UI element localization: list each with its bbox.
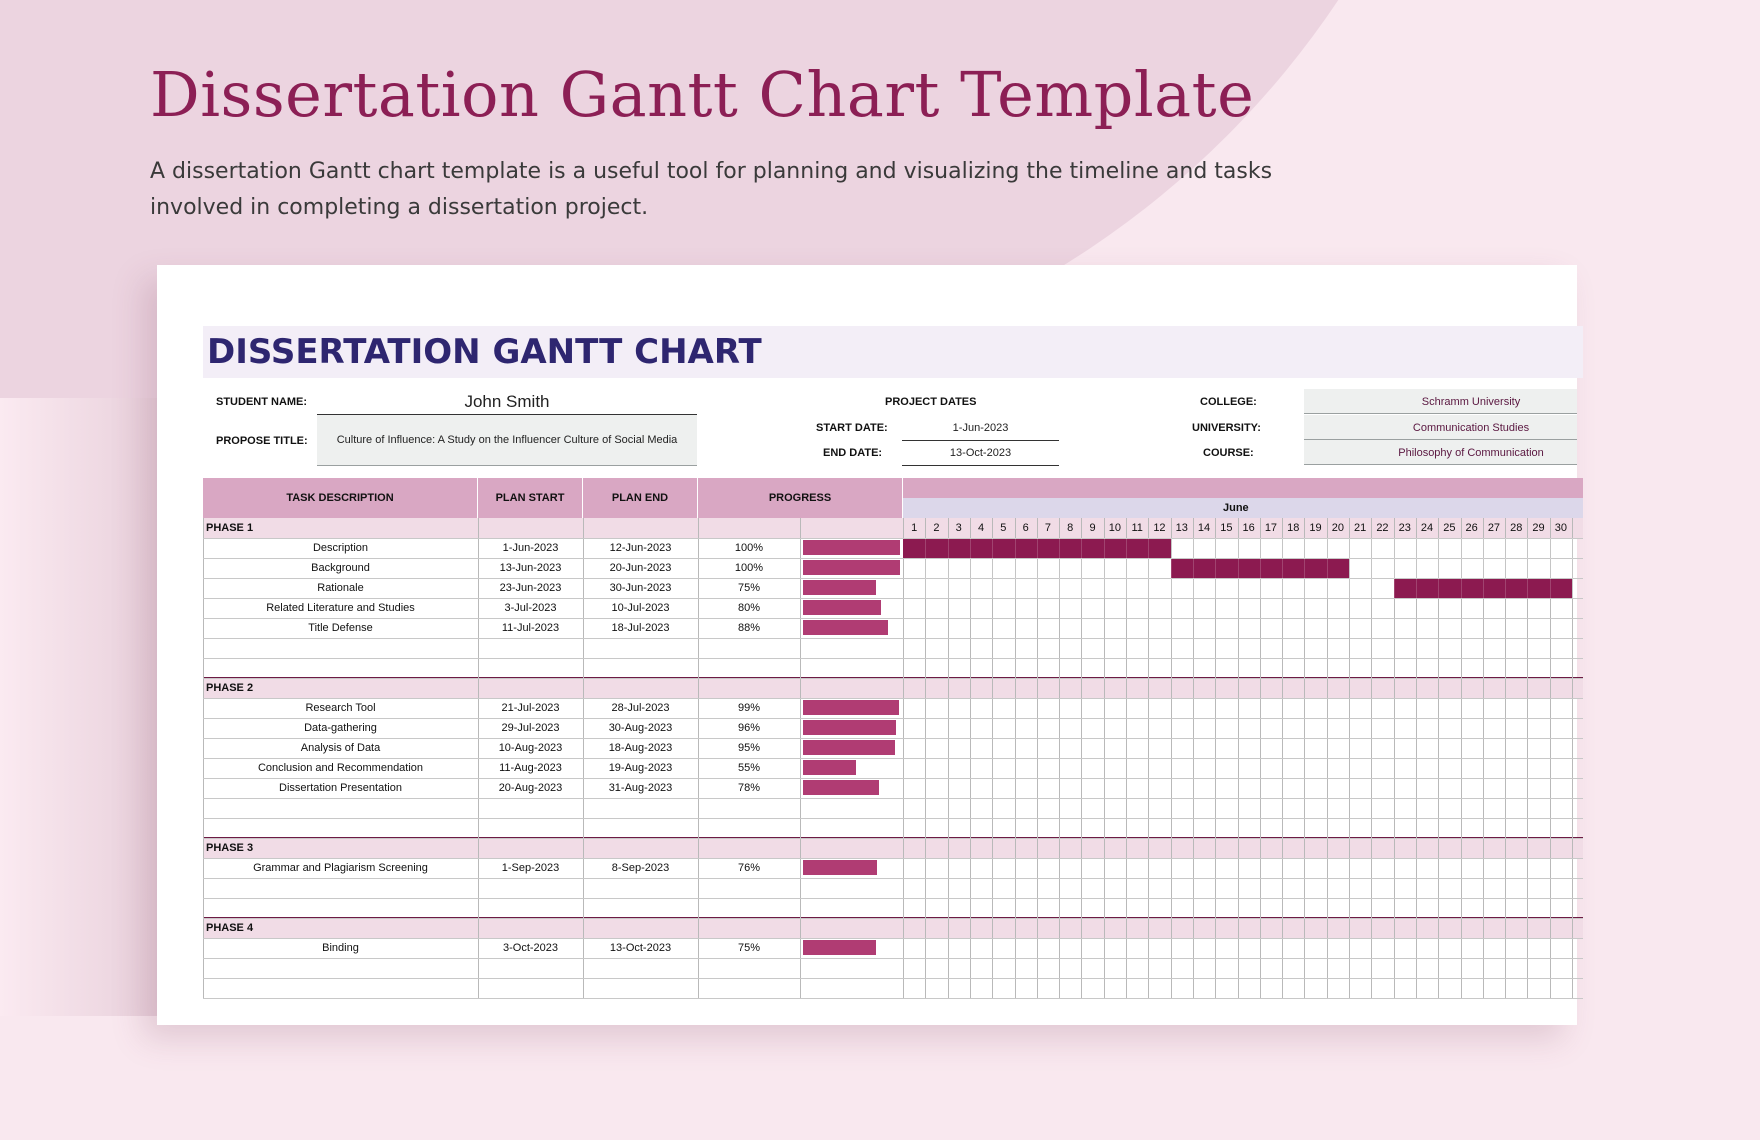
day-number: 22 <box>1376 522 1389 534</box>
progress-percent[interactable]: 100% <box>734 542 764 554</box>
row-divider <box>203 578 1583 579</box>
start-date-underline <box>902 440 1059 441</box>
task-description[interactable]: Rationale <box>317 582 364 594</box>
row-divider <box>203 798 1583 799</box>
phase-row <box>203 918 1583 938</box>
task-description[interactable]: Binding <box>322 942 359 954</box>
university-field[interactable] <box>1304 415 1577 440</box>
row-divider <box>203 978 1583 979</box>
day-number: 11 <box>1131 522 1143 534</box>
plan-end[interactable]: 12-Jun-2023 <box>609 542 672 554</box>
row-divider <box>203 818 1583 819</box>
plan-start[interactable]: 3-Oct-2023 <box>502 942 559 954</box>
day-divider-overlay <box>948 538 949 598</box>
day-number: 20 <box>1331 522 1344 534</box>
row-divider <box>203 638 1583 639</box>
progress-bar <box>803 560 900 575</box>
start-date-value[interactable]: 1-Jun-2023 <box>952 422 1009 434</box>
progress-bar <box>803 620 888 635</box>
plan-start[interactable]: 13-Jun-2023 <box>499 562 562 574</box>
page-title: Dissertation Gantt Chart Template <box>150 58 1255 131</box>
day-number: 6 <box>1022 522 1029 534</box>
row-divider <box>203 838 1583 839</box>
day-number: 4 <box>977 522 985 534</box>
day-divider-overlay <box>1461 538 1462 598</box>
day-divider-overlay <box>1327 538 1328 598</box>
student-name-value[interactable]: John Smith <box>464 392 550 411</box>
day-divider-overlay <box>1171 538 1172 598</box>
task-description[interactable]: Dissertation Presentation <box>279 782 402 794</box>
progress-bar <box>803 760 856 775</box>
task-description[interactable]: Description <box>312 542 369 554</box>
day-divider-overlay <box>1081 538 1082 598</box>
progress-bar <box>803 580 876 595</box>
day-number: 27 <box>1487 522 1501 534</box>
row-divider <box>203 958 1583 959</box>
plan-start[interactable]: 29-Jul-2023 <box>501 722 560 734</box>
row-divider <box>203 678 1583 679</box>
progress-percent[interactable]: 76% <box>737 862 761 874</box>
row-divider <box>203 658 1583 659</box>
row-divider <box>203 558 1583 559</box>
progress-bar <box>803 720 896 735</box>
progress-bar <box>803 740 895 755</box>
progress-percent[interactable]: 99% <box>737 702 761 714</box>
day-number: 16 <box>1242 522 1255 534</box>
day-divider-overlay <box>1550 538 1551 598</box>
day-divider-overlay <box>925 538 926 598</box>
page-description: A dissertation Gantt chart template is a useful tool for planning and visualizing the timeline and tasks involved in completing a dissertation project. <box>150 159 1273 220</box>
phase-label: PHASE 2 <box>206 682 254 694</box>
day-number: 30 <box>1554 522 1567 534</box>
day-number: 17 <box>1264 522 1278 534</box>
day-number: 12 <box>1153 522 1166 534</box>
task-description[interactable]: Background <box>311 562 370 574</box>
task-description[interactable]: Research Tool <box>305 702 376 714</box>
day-number: 21 <box>1354 522 1367 534</box>
row-divider <box>203 758 1583 759</box>
day-number: 19 <box>1309 522 1322 534</box>
progress-bar <box>803 540 900 555</box>
day-divider-overlay <box>1193 538 1194 598</box>
row-divider <box>203 778 1583 779</box>
course-value: Philosophy of Communication <box>1398 447 1544 459</box>
plan-end[interactable]: 20-Jun-2023 <box>609 562 672 574</box>
sheet-title-bar <box>203 326 1583 378</box>
end-date-label: END DATE: <box>823 447 883 459</box>
university-value: Communication Studies <box>1412 422 1530 434</box>
row-divider <box>203 998 1583 999</box>
plan-start[interactable]: 11-Jul-2023 <box>501 622 560 634</box>
progress-bar <box>803 860 877 875</box>
day-number: 15 <box>1220 522 1233 534</box>
day-divider-overlay <box>1282 538 1283 598</box>
progress-bar <box>803 940 876 955</box>
background-left-band <box>0 398 158 1016</box>
day-divider-overlay <box>1416 538 1417 598</box>
progress-bar <box>803 600 881 615</box>
end-date-underline <box>902 465 1059 466</box>
progress-percent[interactable]: 75% <box>737 582 761 594</box>
project-dates-label: PROJECT DATES <box>885 396 977 408</box>
task-description[interactable]: Conclusion and Recommendation <box>257 762 424 774</box>
day-divider-overlay <box>992 538 993 598</box>
propose-title-value: Culture of Influence: A Study on the Influencer Culture of Social Media <box>336 434 678 446</box>
day-divider-overlay <box>1505 538 1506 598</box>
plan-start[interactable]: 3-Jul-2023 <box>504 602 557 614</box>
plan-start[interactable]: 1-Sep-2023 <box>501 862 560 874</box>
header-plan-start: PLAN START <box>478 478 583 518</box>
progress-percent[interactable]: 78% <box>737 782 761 794</box>
progress-percent[interactable]: 55% <box>737 762 761 774</box>
day-number: 25 <box>1443 522 1456 534</box>
day-number: 3 <box>955 522 962 534</box>
header-task-description: TASK DESCRIPTION <box>203 478 478 518</box>
course-field[interactable] <box>1304 440 1577 465</box>
progress-percent[interactable]: 80% <box>737 602 761 614</box>
day-divider-overlay <box>1349 538 1350 598</box>
day-number: 8 <box>1067 522 1074 534</box>
phase-label: PHASE 3 <box>206 842 254 854</box>
day-divider-overlay <box>1104 538 1105 598</box>
day-divider-overlay <box>1126 538 1127 598</box>
row-divider <box>203 538 1583 539</box>
month-header <box>903 498 1583 518</box>
plan-start[interactable]: 1-Jun-2023 <box>502 542 559 554</box>
course-label: COURSE: <box>1203 447 1254 459</box>
phase-row <box>203 838 1583 858</box>
day-number: 18 <box>1287 522 1300 534</box>
student-name-label: STUDENT NAME: <box>216 396 308 408</box>
month-label: June <box>1223 502 1249 514</box>
day-divider-overlay <box>1015 538 1016 598</box>
plan-end[interactable]: 8-Sep-2023 <box>611 862 670 874</box>
college-value: Schramm University <box>1421 396 1521 408</box>
phase-label: PHASE 4 <box>206 922 254 934</box>
plan-end[interactable]: 18-Aug-2023 <box>608 742 673 754</box>
day-number: 14 <box>1197 522 1211 534</box>
day-number: 7 <box>1044 522 1051 534</box>
day-number: 2 <box>933 522 940 534</box>
task-description[interactable]: Analysis of Data <box>300 742 381 754</box>
day-divider-overlay <box>970 538 971 598</box>
day-divider-overlay <box>1483 538 1484 598</box>
day-number: 28 <box>1510 522 1523 534</box>
day-divider-overlay <box>1215 538 1216 598</box>
plan-end[interactable]: 18-Jul-2023 <box>611 622 670 634</box>
task-description[interactable]: Grammar and Plagiarism Screening <box>253 862 428 874</box>
phase-label: PHASE 1 <box>206 522 254 534</box>
plan-end[interactable]: 31-Aug-2023 <box>608 782 673 794</box>
row-divider <box>203 738 1583 739</box>
day-divider-overlay <box>1260 538 1261 598</box>
plan-end[interactable]: 30-Jun-2023 <box>609 582 672 594</box>
spreadsheet-preview <box>157 265 1577 1025</box>
row-divider <box>203 878 1583 879</box>
task-description[interactable]: Data-gathering <box>304 722 377 734</box>
progress-bar <box>803 780 879 795</box>
day-number: 9 <box>1089 522 1096 534</box>
plan-start[interactable]: 11-Aug-2023 <box>499 762 562 774</box>
propose-title-field[interactable] <box>317 415 697 466</box>
end-date-value[interactable]: 13-Oct-2023 <box>949 447 1012 459</box>
university-label: UNIVERSITY: <box>1192 422 1261 434</box>
day-number: 23 <box>1398 522 1411 534</box>
day-divider-overlay <box>1438 538 1439 598</box>
day-number: 13 <box>1175 522 1188 534</box>
header-progress: PROGRESS <box>698 478 903 518</box>
plan-end[interactable]: 13-Oct-2023 <box>609 942 672 954</box>
row-divider <box>203 898 1583 899</box>
sheet-title: DISSERTATION GANTT CHART <box>207 332 762 372</box>
phase-row <box>203 678 1583 698</box>
task-description[interactable]: Related Literature and Studies <box>266 602 415 614</box>
progress-percent[interactable]: 75% <box>737 942 761 954</box>
day-number: 1 <box>911 522 918 534</box>
progress-percent[interactable]: 96% <box>737 722 761 734</box>
row-divider <box>203 918 1583 919</box>
day-number: 10 <box>1108 522 1121 534</box>
day-divider-overlay <box>1238 538 1239 598</box>
day-divider-overlay <box>1527 538 1528 598</box>
day-divider-overlay <box>1304 538 1305 598</box>
plan-end[interactable]: 10-Jul-2023 <box>611 602 670 614</box>
plan-end[interactable]: 19-Aug-2023 <box>608 762 673 774</box>
progress-percent[interactable]: 88% <box>737 622 761 634</box>
day-number: 26 <box>1465 522 1478 534</box>
progress-percent[interactable]: 95% <box>737 742 761 754</box>
row-divider <box>203 698 1583 699</box>
day-divider-overlay <box>1059 538 1060 598</box>
day-divider-overlay <box>1037 538 1038 598</box>
progress-percent[interactable]: 100% <box>734 562 764 574</box>
plan-start[interactable]: 23-Jun-2023 <box>499 582 562 594</box>
row-divider <box>203 618 1583 619</box>
header-timeline-bar <box>903 478 1583 498</box>
day-number: 24 <box>1420 522 1434 534</box>
college-label: COLLEGE: <box>1200 396 1257 408</box>
propose-title-label: PROPOSE TITLE: <box>216 435 308 447</box>
header-plan-end: PLAN END <box>583 478 698 518</box>
progress-bar <box>803 700 899 715</box>
row-divider <box>203 938 1583 939</box>
day-number: 5 <box>1000 522 1007 534</box>
day-divider-overlay <box>1572 538 1573 598</box>
plan-start[interactable]: 10-Aug-2023 <box>498 742 563 754</box>
plan-end[interactable]: 28-Jul-2023 <box>611 702 670 714</box>
plan-start[interactable]: 21-Jul-2023 <box>501 702 560 714</box>
plan-start[interactable]: 20-Aug-2023 <box>498 782 563 794</box>
task-description[interactable]: Title Defense <box>308 622 373 634</box>
college-field[interactable] <box>1304 389 1577 414</box>
day-number: 29 <box>1532 522 1545 534</box>
day-divider-overlay <box>1371 538 1372 598</box>
row-divider <box>203 718 1583 719</box>
row-divider <box>203 858 1583 859</box>
day-divider-overlay <box>1394 538 1395 598</box>
plan-end[interactable]: 30-Aug-2023 <box>608 722 673 734</box>
row-divider <box>203 598 1583 599</box>
day-divider-overlay <box>1148 538 1149 598</box>
start-date-label: START DATE: <box>816 422 888 434</box>
